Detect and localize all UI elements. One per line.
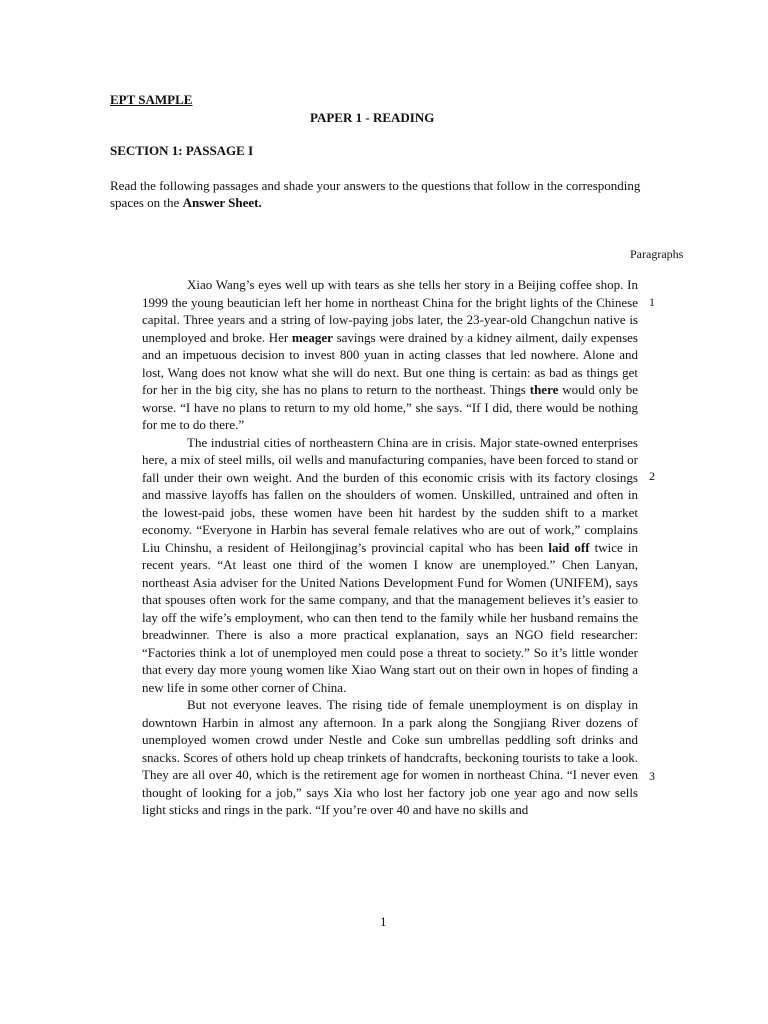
answer-sheet-label: Answer Sheet. — [182, 195, 262, 210]
paragraph-1-text-e: would only be worse. “I have no plans to return to my old home,” she says. “If I did, there would be nothing for me to do there.” — [142, 382, 638, 432]
instructions — [110, 177, 650, 211]
phrase-laid-off: laid off — [548, 539, 590, 555]
page-number: 1 — [380, 914, 387, 929]
paragraph-number-3: 3 — [649, 769, 655, 783]
word-there: there — [529, 382, 559, 397]
paper-title: PAPER 1 - READING — [310, 110, 435, 125]
paragraph-3 — [142, 696, 638, 819]
paragraph-1-text-c: savings were drained by a kidney ailment, daily expenses and an impetuous decision to invest 800 yuan in acting classes that led nowhere. Alone and lost, Wang does not know what she will do next. But one thing is certain: as bad as things get for her in the big city, she has no plans to return to the northeast. Things — [142, 329, 638, 397]
paragraph-2-text-a: The industrial cities of northeastern China are in crisis. Major state-owned enterprises here, a mix of steel mills, oil wells and manufacturing companies, have been forced to stand or fall under their own weight. And the burden of this economic crisis with its factory closings and massive layoffs has fallen on the shoulders of women. Unskilled, untrained and often in the lowest-paid jobs, these women have been hit hardest by the sudden shift to a market economy. “Everyone in Harbin has several female relatives who are out of work,” complains Liu Chinshu, a resident of Heilongjinag’s provincial capital who has been — [142, 434, 638, 555]
paragraph-1-text-a: Xiao Wang’s eyes well up with tears as she tells her story in a Beijing coffee shop. In 1999 the young beautician left her home in northeast China for the bright lights of the Chinese capital. Three years and a string of low-paying jobs later, the 23-year-old Changchun native is unemployed and broke. Her — [142, 277, 638, 345]
paragraph-2-text-c: twice in recent years. “At least one third of the women I know are unemployed.” Chen Lanyan, northeast Asia adviser for the United Nations Development Fund for Women (UNIFEM), says that spouses often work for the same company, and that the management believes it’s easier to lay off the wife’s employment, who can then tend to the family while her husband remains the breadwinner. There is also a more practical explanation, says an NGO field researcher: “Factories think a lot of unemployed men could pose a threat to society.” So it’s little wonder that every day more young women like Xiao Wang start out on their own in hopes of finding a new life in some other corner of China. — [142, 539, 638, 695]
instructions-text: Read the following passages and shade your answers to the questions that follow in the corresponding spaces on the — [110, 178, 641, 210]
paragraph-number-2: 2 — [649, 469, 655, 483]
paragraph-number-1: 1 — [649, 295, 655, 309]
ept-sample-heading: EPT SAMPLE — [110, 92, 193, 107]
paragraph-1 — [142, 276, 638, 434]
paragraphs-label: Paragraphs — [630, 247, 684, 261]
paragraph-3-text-a: But not everyone leaves. The rising tide of female unemployment is on display in downtown Harbin in almost any afternoon. In a park along the Songjiang River dozens of unemployed women crowd under Nestle and Coke sun umbrellas peddling soft drinks and snacks. Scores of others hold up cheap trinkets of handcrafts, beckoning tourists to take a look. They are all over 40, which is the retirement age for women in northeast China. “I never even thought of looking for a job,” says Xia who lost her factory job one year ago and now sells light sticks and rings in the park. “If you’re over 40 and have no skills and — [142, 697, 638, 817]
paragraph-2 — [142, 434, 638, 697]
section-heading: SECTION 1: PASSAGE I — [110, 143, 254, 158]
word-meager: meager — [291, 329, 333, 345]
passage — [142, 276, 638, 819]
